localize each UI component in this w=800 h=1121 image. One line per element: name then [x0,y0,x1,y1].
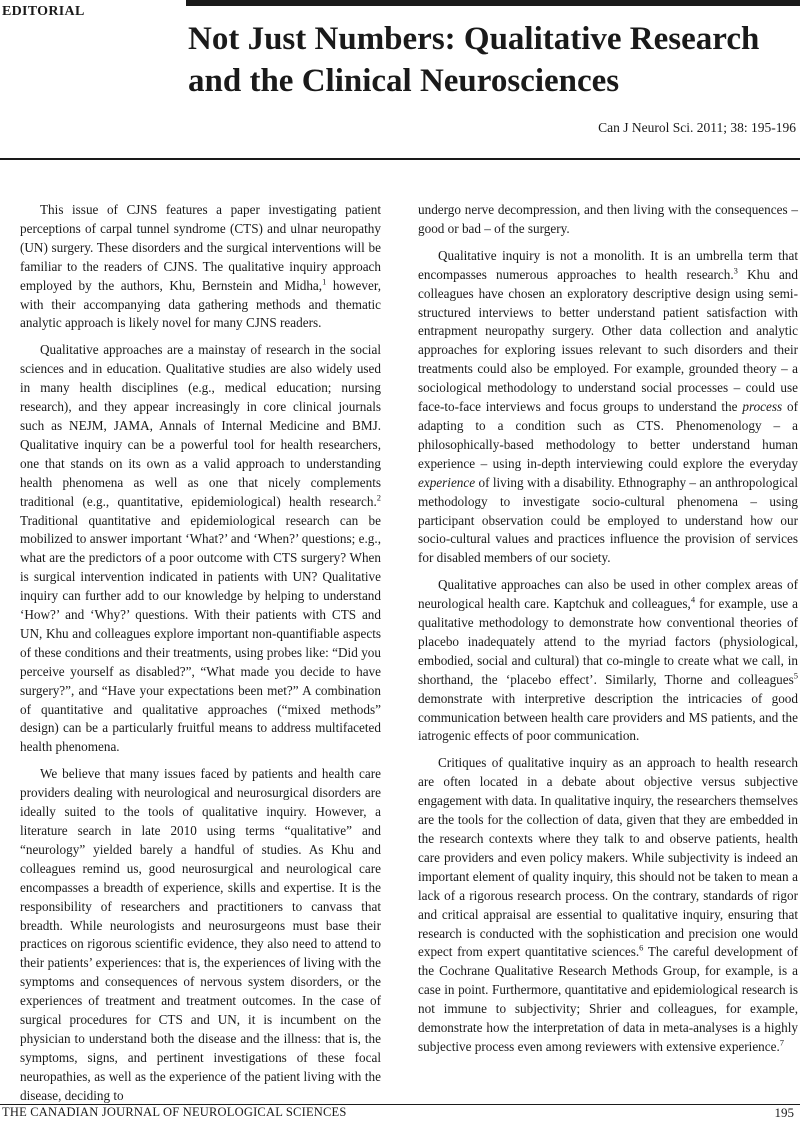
text-segment: This issue of CJNS features a paper investigating patient perceptions of carpal tunnel syndrome (CTS) and ulnar neuropathy (UN) surgery. These disorders and the surgical interventions will be familiar to the readers of CJNS. The qualitative inquiry approach employed by the authors, Khu, Bernstein and Midha, [20,202,381,293]
text-segment: We believe that many issues faced by patients and health care providers dealing with neurological and neurosurgical disorders are ideally suited to the tools of qualitative inquiry. However, a literature search in late 2010 using terms “qualitative” and “neurology” yielded barely a handful of studies. As Khu and colleagues remind us, good neurosurgical and neurological care encompasses a breadth of experience, skills and expertise. It is the responsibility of researchers and practitioners to canvass that breadth. While neurologists and neurosurgeons must base their practices on rigorous scientific evidence, they also need to attend to their patients’ experiences: that is, the experiences of living with the symptoms and consequences of nervous system disorders, or the experiences of treatment and treatment outcomes. In the case of surgical procedures for CTS and UN, it is incumbent on the physician to understand both the disease and the illness: that is, the symptoms, signs, and pertinent investigations of these focal neuropathies, as well as the experience of the patient living with the disease, deciding to [20,766,381,1103]
text-segment: Khu and colleagues have chosen an exploratory descriptive design using semi-structured interviews to better understand patient satisfaction with entrapment neuropathy surgery. Other data collection and analytic approaches for exploring issues relevant to such disorders and their treatments could also be employed. For example, grounded theory – a sociological methodology to understand social processes – could use face-to-face interviews and focus groups to understand the [418,266,798,415]
section-label: EDITORIAL [2,4,85,19]
text-segment: Critiques of qualitative inquiry as an approach to health research are often located in a debate about objective versus subjective engagement with data. In qualitative inquiry, the researchers themselves are the tools for the collection of data, given that they are embedded in the research contexts where they talk to and observe patients, health care providers and even policy makers. While subjectivity is indeed an important element of quality inquiry, this should not be taken to mean a lack of a rigorous research process. On the contrary, standards of rigor and critical appraisal are essential to qualitative inquiry, ensuring that research is conducted with the sophistication and precision one would expect from expert quantitative sciences. [418,755,798,960]
paragraph [418,247,798,568]
paragraph [418,201,798,239]
reference-marker: 6 [639,943,644,954]
text-segment: undergo nerve decompression, and then living with the consequences – good or bad – of the surgery. [418,202,798,236]
reference-marker: 3 [733,265,738,276]
text-segment: however, with their accompanying data gathering methods and thematic analytic approach is likely novel for many CJNS readers. [20,277,381,331]
reference-marker: 4 [690,594,696,605]
header-divider [0,158,800,160]
emphasized-text: process [742,399,783,415]
footer-journal-name: THE CANADIAN JOURNAL OF NEUROLOGICAL SCIENCES [2,1105,347,1119]
text-segment: Qualitative approaches can also be used in other complex areas of neurological health care. Kaptchuk and colleagues, [418,577,798,612]
text-segment: demonstrate with interpretive description the intricacies of good communication between health care providers and MS patients, and the iatrogenic effects of poor communication. [418,690,798,744]
text-segment: Qualitative approaches are a mainstay of research in the social sciences and in education. Qualitative studies are also widely used in many health disciplines (e.g., medical education; nursing research), and they appear increasingly in core clinical journals such as NEJM, JAMA, Annals of Internal Medicine and BMJ. Qualitative inquiry can be a powerful tool for health researchers, one that stands on its own as a valid approach to understanding health phenomena as well as one that nicely complements traditional (e.g., quantitative, epidemiological) health research. [20,342,381,509]
paragraph [418,754,798,1057]
text-segment: The careful development of the Cochrane Qualitative Research Methods Group, for example, is a case in point. Furthermore, quantitative and epidemiological research is not immune to subjectivity; Shrier and colleagues, for example, demonstrate how the interpretation of data in meta-analyses is a highly subjective process even among reviewers with extensive experience. [418,944,799,1054]
paragraph [418,576,798,746]
paragraph [20,765,381,1105]
right-column [418,201,798,1057]
text-segment: of living with a disability. Ethnography – an anthropological methodology to investigate socio-cultural phenomena – using participant observation could be employed to understand how our socio-cultural values and practices influence the provision of services for disabled members of our society. [418,474,798,566]
article-title: Not Just Numbers: Qualitative Research and the Clinical Neurosciences [188,21,760,99]
text-segment: of adapting to a condition such as CTS. Phenomenology – a philosophically-based methodology to better understand human experience – using in-depth interviewing could explore the everyday [418,399,798,471]
paragraph [20,341,381,757]
text-segment: for example, use a qualitative methodology to demonstrate how conventional theories of placebo inadequately attend to the myriad factors (physiological, embodied, social and cultural) that co-mingle to create what we call, in shorthand, the ‘placebo effect’. Similarly, Thorne and colleagues [418,596,798,687]
reference-marker: 2 [376,492,381,503]
reference-marker: 5 [793,670,798,681]
citation: Can J Neurol Sci. 2011; 38: 195-196 [598,120,796,135]
reference-marker: 7 [779,1037,785,1048]
left-column [20,201,381,1106]
reference-marker: 1 [322,276,327,287]
text-segment: Qualitative inquiry is not a monolith. It is an umbrella term that encompasses numerous approaches to health research. [418,247,798,282]
page-number: 195 [774,1105,794,1120]
emphasized-text: experience [418,474,476,490]
paragraph [20,201,381,333]
top-rule [186,0,800,6]
text-segment: Traditional quantitative and epidemiological research can be mobilized to answer important ‘What?’ and ‘When?’ questions; e.g., what are the predictors of a poor outcome with CTS surgery? When is surgical intervention indicated in patients with UN? Qualitative inquiry can further add to our knowledge by helping to understand ‘How?’ and ‘Why?’ questions. With their patients with CTS and UN, Khu and colleagues explore important non-quantifiable aspects of these conditions and their treatments, using probes like: “Did you perceive yourself as disabled?”, “What made you decide to have surgery?”, and “Have your expectations been met?” A combination of quantitative and qualitative approaches (“mixed methods” design) can be a particularly fruitful means to address multifaceted health phenomena. [20,512,381,755]
